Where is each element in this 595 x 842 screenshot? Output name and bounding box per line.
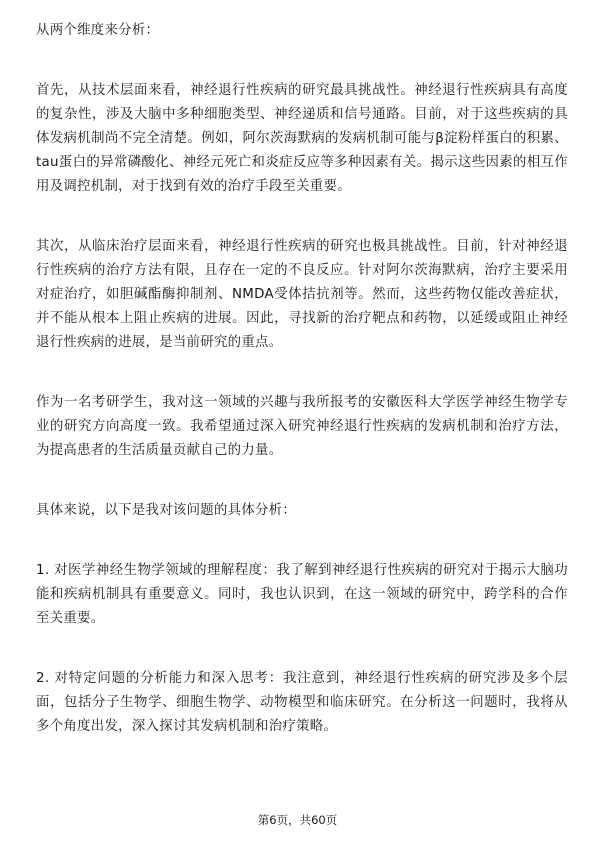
document-body	[36, 19, 568, 739]
paragraph-point-1: 1. 对医学神经生物学领域的理解程度：我了解到神经退行性疾病的研究对于揭示大脑功能和疾病机制具有重要意义。同时，我也认识到，在这一领域的研究中，跨学科的合作至关重要。	[36, 563, 568, 626]
paragraph-analysis-intro: 具体来说，以下是我对该问题的具体分析：	[36, 503, 297, 518]
paragraph-clinical: 其次，从临床治疗层面来看，神经退行性疾病的研究也极具挑战性。目前，针对神经退行性疾病的治疗方法有限，且存在一定的不良反应。针对阿尔茨海默病，治疗主要采用对症治疗，如胆碱酯酶抑制剂、NMDA受体拮抗剂等。然而，这些药物仅能改善症状，并不能从根本上阻止疾病的进展。因此，寻找新的治疗靶点和药物，以延缓或阻止神经退行性疾病的进展，是当前研究的重点。	[36, 239, 568, 350]
intro-line: 从两个维度来分析：	[36, 23, 160, 38]
page-number: 第6页，共60页	[257, 813, 338, 827]
paragraph-student-interest: 作为一名考研学生，我对这一领域的兴趣与我所报考的安徽医科大学医学神经生物学专业的研究方向高度一致。我希望通过深入研究神经退行性疾病的发病机制和治疗方法，为提高患者的生活质量贡献自己的力量。	[36, 395, 568, 458]
paragraph-point-2: 2. 对特定问题的分析能力和深入思考：我注意到，神经退行性疾病的研究涉及多个层面，包括分子生物学、细胞生物学、动物模型和临床研究。在分析这一问题时，我将从多个角度出发，深入探讨其发病机制和治疗策略。	[36, 671, 568, 734]
paragraph-technical: 首先，从技术层面来看，神经退行性疾病的研究最具挑战性。神经退行性疾病具有高度的复杂性，涉及大脑中多种细胞类型、神经递质和信号通路。目前，对于这些疾病的具体发病机制尚不完全清楚。例如，阿尔茨海默病的发病机制可能与β淀粉样蛋白的积累、tau蛋白的异常磷酸化、神经元死亡和炎症反应等多种因素有关。揭示这些因素的相互作用及调控机制，对于找到有效的治疗手段至关重要。	[36, 83, 568, 194]
